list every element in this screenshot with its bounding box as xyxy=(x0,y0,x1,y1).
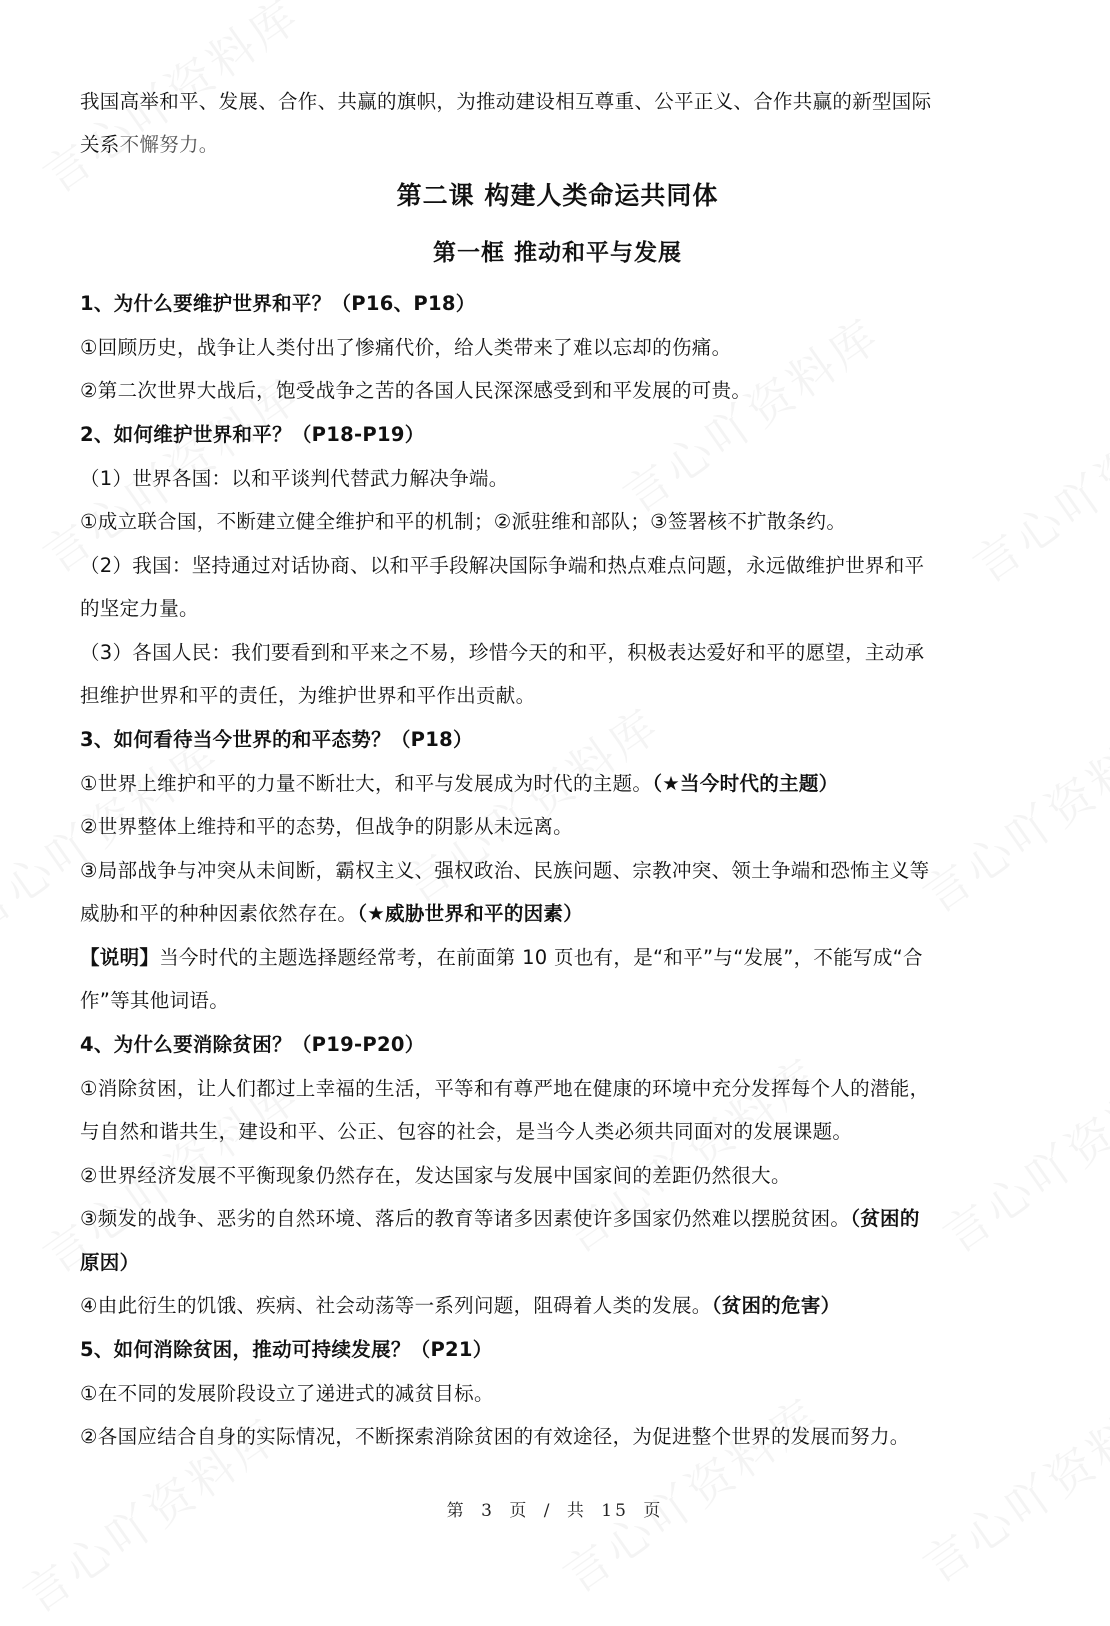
watermark xyxy=(958,370,1110,596)
intro-line xyxy=(80,131,219,159)
answer-line xyxy=(80,1292,840,1320)
answer-note: （贫困的危害） xyxy=(711,1294,841,1317)
answer-note: （★威胁世界和平的因素） xyxy=(357,902,584,925)
answer-line: ②各国应结合自身的实际情况，不断探索消除贫困的有效途径，为促进整个世界的发展而努力。 xyxy=(80,1425,910,1448)
footer-text: 页 xyxy=(509,1501,530,1521)
answer-line: ②第二次世界大战后，饱受战争之苦的各国人民深深感受到和平发展的可贵。 xyxy=(80,379,752,402)
explanation-label: 【说明】 xyxy=(80,946,160,969)
question-heading: 4、为什么要消除贫困？（P19-P20） xyxy=(80,1033,425,1056)
answer-line: ①回顾历史，战争让人类付出了惨痛代价，给人类带来了难以忘却的伤痛。 xyxy=(80,336,732,359)
answer-line xyxy=(80,900,583,928)
question-heading: 5、如何消除贫困，推动可持续发展？（P21） xyxy=(80,1338,493,1361)
answer-line: 的坚定力量。 xyxy=(80,597,199,620)
question-heading: 2、如何维护世界和平？（P18-P19） xyxy=(80,423,425,446)
answer-line: ①消除贫困，让人们都过上幸福的生活，平等和有尊严地在健康的环境中充分发挥每个人的潜能， xyxy=(80,1077,930,1100)
answer-text: 威胁和平的种种因素依然存在。 xyxy=(80,902,358,925)
explanation-text: 当今时代的主题选择题经常考，在前面第 10 页也有，是“和平”与“发展”，不能写成“合 xyxy=(159,946,923,969)
answer-line xyxy=(80,813,573,841)
answer-note: （★当今时代的主题） xyxy=(652,772,839,795)
page-footer xyxy=(0,1496,1110,1521)
watermark xyxy=(928,1040,1110,1266)
question-heading: 1、为什么要维护世界和平？（P16、P18） xyxy=(80,292,476,315)
explanation-line: 作”等其他词语。 xyxy=(80,989,230,1012)
watermark xyxy=(908,1370,1110,1596)
footer-text: 共 xyxy=(566,1501,587,1521)
answer-line: 与自然和谐共生，建设和平、公正、包容的社会，是当今人类必须共同面对的发展课题。 xyxy=(80,1120,853,1143)
answer-line: ②世界经济发展不平衡现象仍然存在，发达国家与发展中国家间的差距仍然很大。 xyxy=(80,1164,791,1187)
answer-text: ③局部战争与冲突从未间断，霸权主义、强权政治、民族问题、宗教冲突、领土争端和恐怖主义等 xyxy=(80,859,930,882)
answer-text: ②世界整体上维持和平的态势，但战争的阴影从未远离。 xyxy=(80,815,573,838)
footer-separator: / xyxy=(543,1501,553,1521)
watermark xyxy=(548,1380,832,1606)
section-title: 第一框 推动和平与发展 xyxy=(432,240,682,266)
footer-text: 页 xyxy=(643,1501,664,1521)
lesson-title: 第二课 构建人类命运共同体 xyxy=(396,181,719,210)
intro-line: 我国高举和平、发展、合作、共赢的旗帜，为推动建设相互尊重、公平正义、合作共赢的新型国际 xyxy=(80,90,932,113)
answer-line: 担维护世界和平的责任，为维护世界和平作出贡献。 xyxy=(80,684,536,707)
intro-text-highlight: 不懈努力。 xyxy=(119,133,219,156)
answer-note: （贫困的 xyxy=(850,1207,920,1230)
answer-text: ④由此衍生的饥饿、疾病、社会动荡等一系列问题，阻碍着人类的发展。 xyxy=(80,1294,712,1317)
current-page-number: 3 xyxy=(481,1501,495,1521)
footer-text: 第 xyxy=(446,1501,467,1521)
watermark xyxy=(908,700,1110,926)
answer-line: （2）我国：坚持通过对话协商、以和平手段解决国际争端和热点难点问题，永远做维护世界和平 xyxy=(80,554,925,577)
answer-note: 原因） xyxy=(80,1251,140,1274)
answer-line xyxy=(80,857,929,885)
question-heading: 3、如何看待当今世界的和平态势？（P18） xyxy=(80,728,473,751)
answer-line: （1）世界各国：以和平谈判代替武力解决争端。 xyxy=(80,467,509,490)
answer-text: ①世界上维护和平的力量不断壮大，和平与发展成为时代的主题。 xyxy=(80,772,653,795)
answer-line xyxy=(80,770,838,798)
answer-line xyxy=(80,1205,920,1233)
answer-line: ①在不同的发展阶段设立了递进式的减贫目标。 xyxy=(80,1382,494,1405)
explanation-line xyxy=(80,944,923,972)
answer-line: ①成立联合国，不断建立健全维护和平的机制；②派驻维和部队；③签署核不扩散条约。 xyxy=(80,510,847,533)
answer-line: （3）各国人民：我们要看到和平来之不易，珍惜今天的和平，积极表达爱好和平的愿望，主动承 xyxy=(80,641,925,664)
intro-text: 关系 xyxy=(80,133,120,156)
answer-text: ③频发的战争、恶劣的自然环境、落后的教育等诸多因素使许多国家仍然难以摆脱贫困。 xyxy=(80,1207,851,1230)
total-pages-number: 15 xyxy=(601,1501,629,1521)
